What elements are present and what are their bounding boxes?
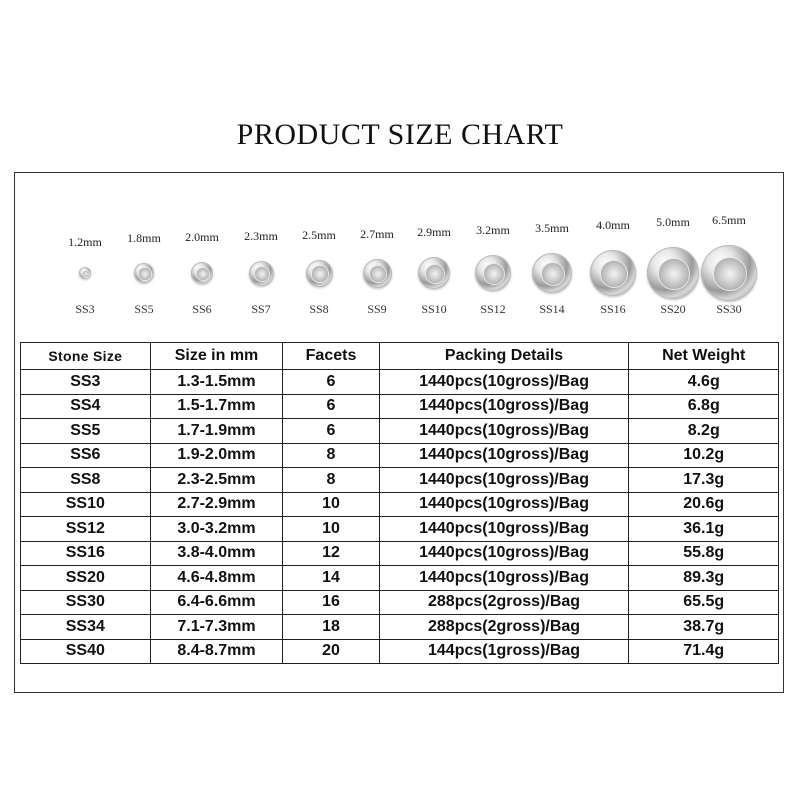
rhinestone-image (363, 259, 392, 288)
stone-code-label: SS7 (251, 302, 271, 316)
header-net-weight: Net Weight (629, 343, 779, 370)
size-chart-panel (14, 172, 784, 693)
cell-size-in-mm: 1.7-1.9mm (150, 419, 283, 444)
cell-net-weight: 55.8g (629, 541, 779, 566)
cell-size-in-mm: 3.0-3.2mm (150, 517, 283, 542)
table-row (21, 615, 779, 640)
table-row (21, 517, 779, 542)
stone-code-label: SS3 (75, 302, 95, 316)
stone-code-label: SS12 (480, 302, 506, 316)
rhinestone-image (418, 257, 450, 289)
stone-code-label: SS9 (367, 302, 387, 316)
cell-net-weight: 17.3g (629, 468, 779, 493)
stone-code-label: SS20 (660, 302, 686, 316)
stone-diameter-label: 2.3mm (244, 228, 278, 243)
cell-size-in-mm: 2.7-2.9mm (150, 492, 283, 517)
stone-diameter-label: 1.8mm (127, 231, 161, 245)
rhinestone-image (701, 245, 757, 301)
table-row (21, 468, 779, 493)
table-row (21, 492, 779, 517)
page-title: PRODUCT SIZE CHART (236, 118, 564, 151)
rhinestone-image (475, 255, 511, 291)
cell-stone-size: SS16 (21, 541, 151, 566)
cell-net-weight: 4.6g (629, 370, 779, 395)
cell-facets: 16 (283, 590, 379, 615)
cell-packing-details: 1440pcs(10gross)/Bag (379, 492, 629, 517)
header-facets: Facets (283, 343, 379, 370)
rhinestone-image (647, 247, 699, 299)
stone-code-label: SS5 (134, 302, 154, 316)
cell-net-weight: 36.1g (629, 517, 779, 542)
cell-stone-size: SS40 (21, 639, 151, 664)
cell-stone-size: SS30 (21, 590, 151, 615)
cell-packing-details: 1440pcs(10gross)/Bag (379, 370, 629, 395)
cell-net-weight: 38.7g (629, 615, 779, 640)
rhinestone-image (191, 262, 213, 284)
cell-net-weight: 71.4g (629, 639, 779, 664)
stone-diameter-label: 2.5mm (302, 227, 336, 242)
cell-stone-size: SS34 (21, 615, 151, 640)
cell-packing-details: 144pcs(1gross)/Bag (379, 639, 629, 664)
rhinestone-image (134, 263, 154, 283)
cell-stone-size: SS12 (21, 517, 151, 542)
stone-code-label: SS6 (192, 302, 212, 316)
header-size-in-mm: Size in mm (150, 343, 283, 370)
cell-facets: 14 (283, 566, 379, 591)
table-header-row (21, 343, 779, 370)
cell-stone-size: SS8 (21, 468, 151, 493)
table-row (21, 590, 779, 615)
table-row (21, 443, 779, 468)
cell-facets: 6 (283, 419, 379, 444)
cell-size-in-mm: 3.8-4.0mm (150, 541, 283, 566)
stone-code-label: SS8 (309, 302, 329, 316)
table-row (21, 566, 779, 591)
cell-facets: 6 (283, 394, 379, 419)
cell-size-in-mm: 6.4-6.6mm (150, 590, 283, 615)
stone-diameter-label: 6.5mm (712, 213, 746, 227)
table-row (21, 639, 779, 664)
cell-net-weight: 8.2g (629, 419, 779, 444)
cell-facets: 10 (283, 492, 379, 517)
cell-size-in-mm: 8.4-8.7mm (150, 639, 283, 664)
cell-packing-details: 1440pcs(10gross)/Bag (379, 468, 629, 493)
cell-packing-details: 1440pcs(10gross)/Bag (379, 541, 629, 566)
cell-net-weight: 10.2g (629, 443, 779, 468)
rhinestone-image (79, 267, 91, 279)
stone-code-label: SS10 (421, 302, 447, 316)
cell-net-weight: 6.8g (629, 394, 779, 419)
cell-facets: 12 (283, 541, 379, 566)
cell-net-weight: 20.6g (629, 492, 779, 517)
stone-diameter-label: 3.5mm (535, 221, 569, 235)
rhinestone-image (249, 261, 274, 286)
cell-packing-details: 288pcs(2gross)/Bag (379, 590, 629, 615)
stone-diameter-label: 2.0mm (185, 230, 219, 244)
cell-size-in-mm: 1.3-1.5mm (150, 370, 283, 395)
cell-packing-details: 1440pcs(10gross)/Bag (379, 517, 629, 542)
cell-stone-size: SS20 (21, 566, 151, 591)
rhinestone-image (590, 250, 636, 296)
cell-packing-details: 288pcs(2gross)/Bag (379, 615, 629, 640)
table-row (21, 394, 779, 419)
cell-size-in-mm: 7.1-7.3mm (150, 615, 283, 640)
cell-packing-details: 1440pcs(10gross)/Bag (379, 394, 629, 419)
cell-size-in-mm: 4.6-4.8mm (150, 566, 283, 591)
cell-stone-size: SS4 (21, 394, 151, 419)
table-row (21, 419, 779, 444)
cell-size-in-mm: 1.9-2.0mm (150, 443, 283, 468)
cell-facets: 20 (283, 639, 379, 664)
size-table (20, 342, 779, 664)
cell-stone-size: SS6 (21, 443, 151, 468)
stone-code-label: SS30 (716, 302, 742, 316)
cell-size-in-mm: 2.3-2.5mm (150, 468, 283, 493)
stone-code-label: SS14 (539, 302, 565, 316)
cell-packing-details: 1440pcs(10gross)/Bag (379, 443, 629, 468)
stone-diameter-label: 4.0mm (596, 218, 630, 232)
cell-facets: 8 (283, 468, 379, 493)
cell-facets: 6 (283, 370, 379, 395)
rhinestone-image (306, 260, 333, 287)
header-stone-size: Stone Size (21, 343, 151, 370)
stone-diameter-label: 2.9mm (417, 225, 451, 239)
rhinestone-image (532, 253, 572, 293)
stone-diameter-label: 1.2mm (68, 235, 102, 249)
cell-stone-size: SS10 (21, 492, 151, 517)
cell-facets: 18 (283, 615, 379, 640)
cell-stone-size: SS5 (21, 419, 151, 444)
cell-facets: 10 (283, 517, 379, 542)
cell-net-weight: 89.3g (629, 566, 779, 591)
stone-diameter-label: 2.7mm (360, 226, 394, 241)
stone-diameter-label: 3.2mm (476, 223, 510, 237)
stone-diameter-label: 5.0mm (656, 215, 690, 229)
table-row (21, 541, 779, 566)
stone-size-illustrations (15, 173, 783, 333)
cell-facets: 8 (283, 443, 379, 468)
cell-packing-details: 1440pcs(10gross)/Bag (379, 419, 629, 444)
table-row (21, 370, 779, 395)
header-packing-details: Packing Details (379, 343, 629, 370)
cell-size-in-mm: 1.5-1.7mm (150, 394, 283, 419)
cell-stone-size: SS3 (21, 370, 151, 395)
stone-code-label: SS16 (600, 302, 626, 316)
cell-packing-details: 1440pcs(10gross)/Bag (379, 566, 629, 591)
cell-net-weight: 65.5g (629, 590, 779, 615)
